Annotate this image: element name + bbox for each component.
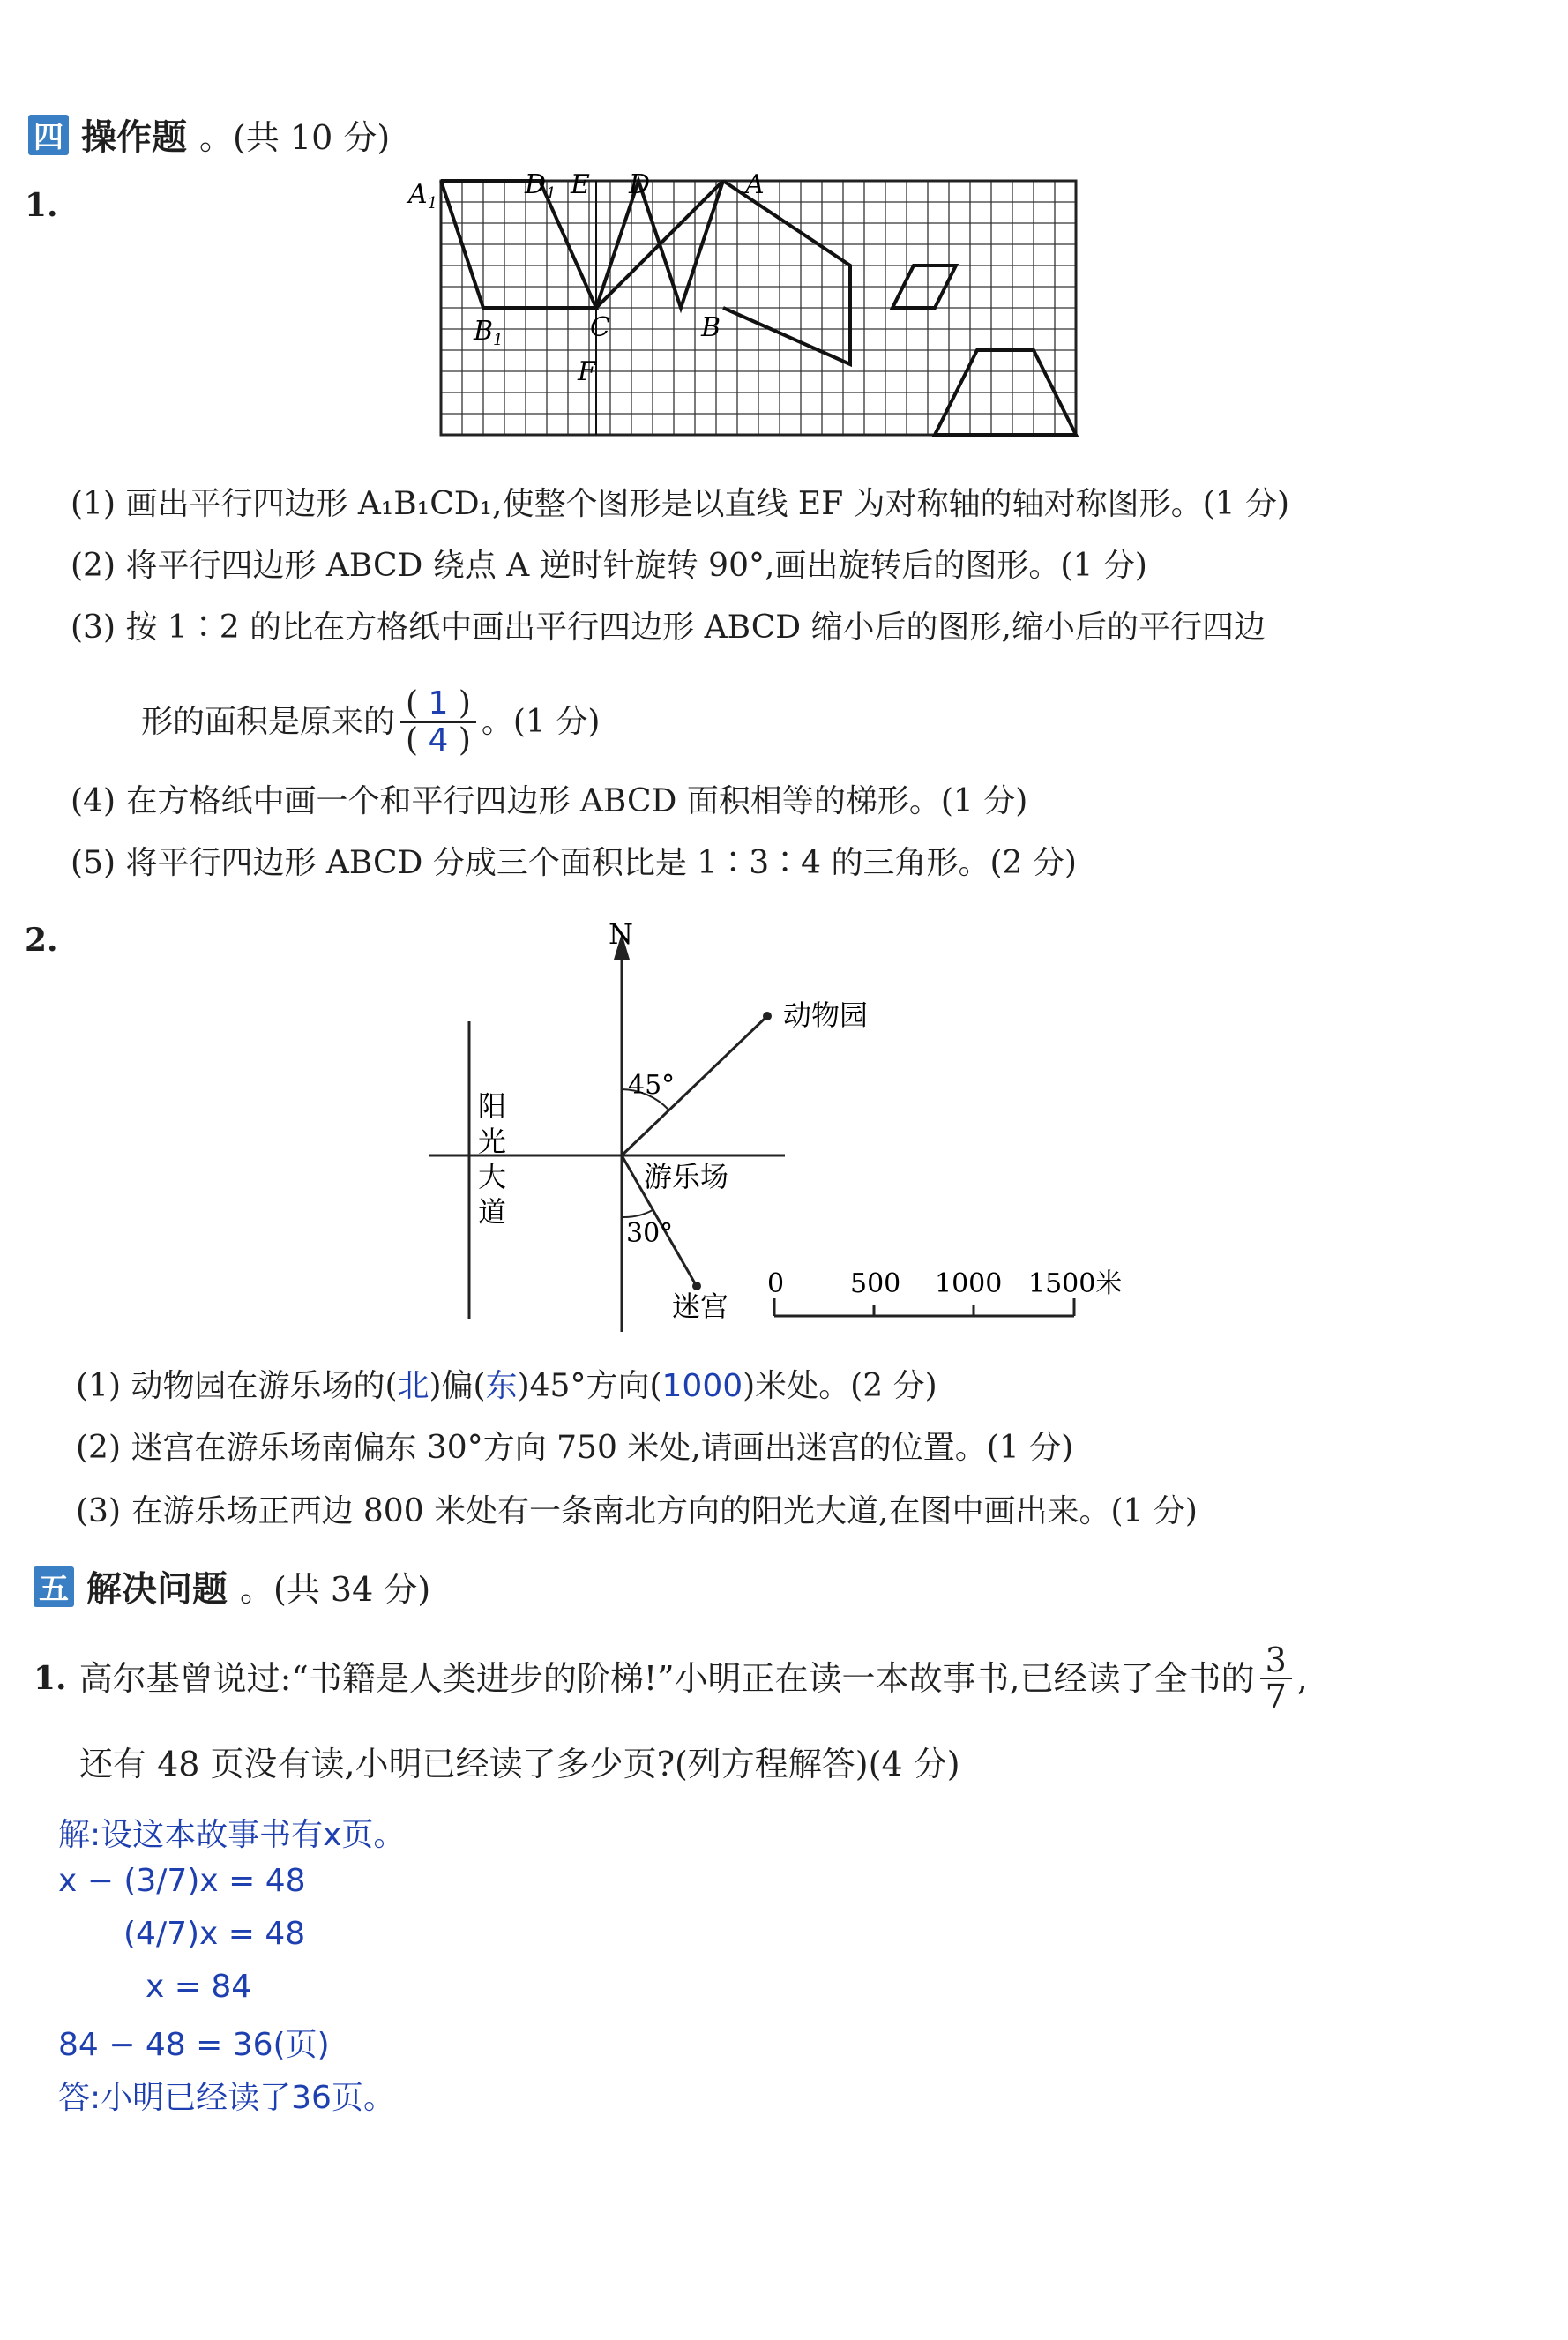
scale-tick-label: 0 <box>767 1268 785 1299</box>
fraction-numerator: 3 <box>1260 1642 1292 1679</box>
angle-45: 45° <box>628 1070 676 1101</box>
q2-sub2: (2) 迷宫在游乐场南偏东 30°方向 750 米处,请画出迷宫的位置。(1 分) <box>76 1430 1074 1466</box>
label-a: A <box>745 172 765 200</box>
answer-distance: 1000 <box>661 1368 743 1404</box>
answer-direction1: 北 <box>397 1368 429 1404</box>
scale-tick-label: 1500米 <box>1028 1268 1123 1299</box>
scale-bar <box>767 1268 1122 1316</box>
angle-arc <box>622 1210 653 1217</box>
question-number: 2. <box>25 922 58 959</box>
solution-line: x = 84 <box>146 1969 252 2005</box>
section-points: 。(共 10 分) <box>199 118 391 157</box>
label-f: F <box>578 356 596 387</box>
solution-line: 84 − 48 = 36(页) <box>58 2027 330 2063</box>
scale-tick-label: 500 <box>850 1268 901 1299</box>
q1-sub4: (4) 在方格纸中画一个和平行四边形 ABCD 面积相等的梯形。(1 分) <box>71 783 1028 819</box>
zoo-label: 动物园 <box>783 998 869 1032</box>
q2-sub3: (3) 在游乐场正西边 800 米处有一条南北方向的阳光大道,在图中画出来。(1 分) <box>76 1493 1198 1529</box>
q1-sub2: (2) 将平行四边形 ABCD 绕点 A 逆时针旋转 90°,画出旋转后的图形。(1 分) <box>71 548 1147 584</box>
q5-1-text-end: , <box>1296 1659 1308 1698</box>
answer-denominator: 4 <box>428 722 449 759</box>
q5-1-line1 <box>34 1642 1308 1715</box>
road-char: 道 <box>478 1195 507 1229</box>
section-badge: 四 <box>28 115 69 155</box>
q1-sub3-end: 。(1 分) <box>481 704 601 740</box>
label-a1: $A_1$ <box>408 179 438 213</box>
solution-line: (4/7)x = 48 <box>123 1916 306 1952</box>
maze-label: 迷宫 <box>672 1290 729 1323</box>
fraction <box>1260 1642 1292 1715</box>
q1-sub3-line2 <box>141 686 600 759</box>
q1-sub3-line1: (3) 按 1∶2 的比在方格纸中画出平行四边形 ABCD 缩小后的图形,缩小后的平行四边 <box>71 609 1266 646</box>
rotated-parallelogram <box>723 181 850 364</box>
q2-sub1-text: )45°方向( <box>517 1368 662 1404</box>
answer-direction2: 东 <box>485 1368 518 1404</box>
q2-sub1-text: )米处。(2 分) <box>743 1368 937 1404</box>
scale-tick-label: 1000 <box>935 1268 1003 1299</box>
direction-map <box>414 917 1146 1341</box>
label-d1: $D_1$ <box>525 172 556 203</box>
q2-sub1 <box>76 1365 937 1408</box>
section-title: 解决问题 <box>86 1568 228 1610</box>
section-title: 操作题 <box>81 116 187 158</box>
q1-sub3-text: 形的面积是原来的 <box>141 704 396 740</box>
section-header-4 <box>28 109 390 160</box>
section-points: 。(共 34 分) <box>240 1570 431 1609</box>
fraction-denominator: 7 <box>1265 1678 1287 1716</box>
road-char: 大 <box>478 1160 507 1193</box>
q5-1-line2: 还有 48 页没有读,小明已经读了多少页?(列方程解答)(4 分) <box>79 1745 960 1783</box>
answer-fraction: $\frac{( 1 )}{( 4 )}$ <box>400 686 476 759</box>
question-number: 1. <box>34 1660 67 1697</box>
answer-line: 答:小明已经读了36页。 <box>58 2080 395 2116</box>
label-e: E <box>571 172 590 200</box>
solution-line: x − (3/7)x = 48 <box>58 1863 306 1899</box>
zoo-point <box>763 1012 772 1020</box>
north-label: N <box>609 917 633 951</box>
q2-sub1-text: )偏( <box>429 1368 486 1404</box>
park-label: 游乐场 <box>644 1160 729 1193</box>
question-number: 1. <box>25 187 58 224</box>
q5-1-text: 高尔基曾说过:“书籍是人类进步的阶梯!”小明正在读一本故事书,已经读了全书的 <box>78 1659 1255 1698</box>
solution-line: 解:设这本故事书有x页。 <box>58 1817 406 1853</box>
section-badge: 五 <box>34 1566 74 1607</box>
q1-sub1: (1) 画出平行四边形 A₁B₁CD₁,使整个图形是以直线 EF 为对称轴的轴对称图形。(1 分) <box>71 486 1290 522</box>
label-b1: $B_1$ <box>474 316 504 349</box>
section-header-5 <box>34 1561 430 1611</box>
label-d: D <box>629 172 651 200</box>
label-c: C <box>590 312 610 343</box>
q2-sub1-text: (1) 动物园在游乐场的( <box>76 1368 398 1404</box>
road-char: 阳 <box>478 1089 507 1123</box>
angle-30: 30° <box>626 1218 674 1249</box>
q1-sub5: (5) 将平行四边形 ABCD 分成三个面积比是 1∶3∶4 的三角形。(2 分) <box>71 845 1077 881</box>
grid-figure <box>401 172 1098 454</box>
road-char: 光 <box>478 1125 507 1158</box>
label-b: B <box>701 312 721 343</box>
answer-numerator: 1 <box>428 685 449 721</box>
